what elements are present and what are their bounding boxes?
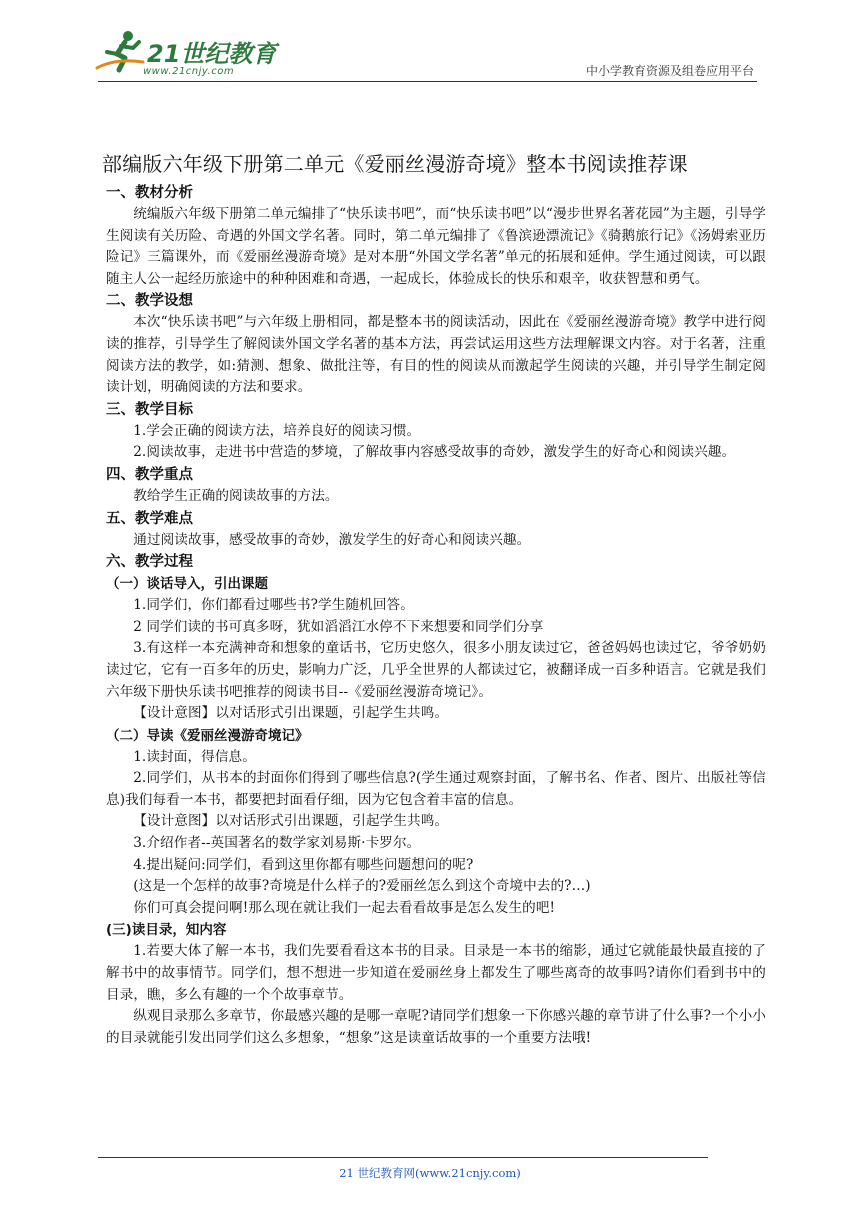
document-title: 部编版六年级下册第二单元《爱丽丝漫游奇境》整本书阅读推荐课	[102, 152, 688, 176]
header-divider	[98, 81, 757, 82]
platform-name: 中小学教育资源及组卷应用平台	[585, 64, 754, 78]
footer-divider	[98, 1157, 708, 1158]
paragraph: 3.有这样一本充满神奇和想象的童话书，它历史悠久，很多小朋友读过它，爸爸妈妈也读过它，爷爷奶奶读过它，它有一百多年的历史，影响力广泛，几乎全世界的人都读过它，被翻译成一百多种语言。它就是我们六年级下册快乐读书吧推荐的阅读书目--《爱丽丝漫游奇境记》。	[106, 640, 766, 700]
paragraph: 统编版六年级下册第二单元编排了“快乐读书吧”，而“快乐读书吧”以“漫步世界名著花园”为主题，引导学生阅读有关历险、奇遇的外国文学名著。同时，第二单元编排了《鲁滨逊漂流记》《骑鹅旅行记》《汤姆索亚历险记》三篇课外，而《爱丽丝漫游奇境》是对本册“外国文学名著”单元的拓展和延伸。学生通过阅读，可以跟随主人公一起经历旅途中的种种困难和奇遇，一起成长，体验成长的快乐和艰辛，收获智慧和勇气。	[106, 206, 766, 287]
section-heading-3: 三、教学目标	[106, 401, 193, 418]
paragraph: 【设计意图】以对话形式引出课题，引起学生共鸣。	[133, 705, 449, 722]
footer-link[interactable]: 21 世纪教育网(www.21cnjy.com)	[339, 1166, 521, 1180]
subsection-heading-2: （二）导读《爱丽丝漫游奇境记》	[106, 727, 309, 744]
paragraph: 1.若要大体了解一本书，我们先要看看这本书的目录。目录是一本书的缩影，通过它就能最快最直接的了解书中的故事情节。同学们，想不想进一步知道在爱丽丝身上都发生了哪些离奇的故事吗?请你们看到书中的目录，瞧，多么有趣的一个个故事章节。	[106, 943, 766, 1003]
paragraph: 1.学会正确的阅读方法，培养良好的阅读习惯。	[133, 422, 421, 439]
paragraph: 教给学生正确的阅读故事的方法。	[133, 487, 339, 504]
paragraph: 【设计意图】以对话形式引出课题，引起学生共鸣。	[133, 813, 449, 830]
section-heading-4: 四、教学重点	[106, 466, 193, 483]
paragraph: 纵观目录那么多章节，你最感兴趣的是哪一章呢?请同学们想象一下你感兴趣的章节讲了什么事?一个小小的目录就能引发出同学们这么多想象，“想象”这是读童话故事的一个重要方法哦!	[106, 1008, 766, 1046]
document-body	[102, 150, 766, 1049]
logo-url: www.21cnjy.com	[143, 66, 235, 77]
paragraph: 通过阅读故事，感受故事的奇妙，激发学生的好奇心和阅读兴趣。	[133, 531, 531, 548]
section-heading-1: 一、教材分析	[106, 185, 193, 201]
site-logo[interactable]	[95, 28, 277, 80]
paragraph: 2.阅读故事，走进书中营造的梦境，了解故事内容感受故事的奇妙，激发学生的好奇心和阅读兴趣。	[133, 444, 736, 461]
section-heading-6: 六、教学过程	[106, 554, 193, 571]
section-heading-5: 五、教学难点	[106, 510, 193, 527]
paragraph: 1.同学们，你们都看过哪些书?学生随机回答。	[133, 597, 414, 614]
paragraph: 你们可真会提问啊!那么现在就让我们一起去看看故事是怎么发生的吧!	[133, 899, 556, 916]
paragraph: 2.同学们，从书本的封面你们得到了哪些信息?(学生通过观察封面，了解书名、作者、图片、出版社等信息)我们每看一本书，都要把封面看仔细，因为它包含着丰富的信息。	[106, 770, 766, 808]
page-header	[0, 0, 860, 90]
paragraph: 3.介绍作者--英国著名的数学家刘易斯·卡罗尔。	[133, 835, 421, 852]
logo-title: 21世纪教育	[147, 40, 277, 68]
section-heading-2: 二、教学设想	[106, 293, 193, 310]
subsection-heading-1: （一）谈话导入，引出课题	[106, 576, 268, 593]
paragraph: 2 同学们读的书可真多呀，犹如滔滔江水停不下来想要和同学们分享	[133, 618, 544, 635]
paragraph: 1.读封面，得信息。	[133, 748, 256, 765]
paragraph: 本次“快乐读书吧”与六年级上册相同，都是整本书的阅读活动，因此在《爱丽丝漫游奇境》教学中进行阅读的推荐，引导学生了解阅读外国文学名著的基本方法，再尝试运用这些方法理解课文内容。对于名著，注重阅读方法的教学，如:猜测、想象、做批注等，有目的性的阅读从而激起学生阅读的兴趣，并引导学生制定阅读计划，明确阅读的方法和要求。	[106, 314, 766, 396]
runner-logo-icon	[95, 28, 147, 76]
subsection-heading-3: (三)读目录，知内容	[106, 922, 227, 939]
paragraph: (这是一个怎样的故事?奇境是什么样子的?爱丽丝怎么到这个奇境中去的?…)	[133, 878, 591, 895]
paragraph: 4.提出疑问:同学们，看到这里你都有哪些问题想问的呢?	[133, 856, 474, 873]
